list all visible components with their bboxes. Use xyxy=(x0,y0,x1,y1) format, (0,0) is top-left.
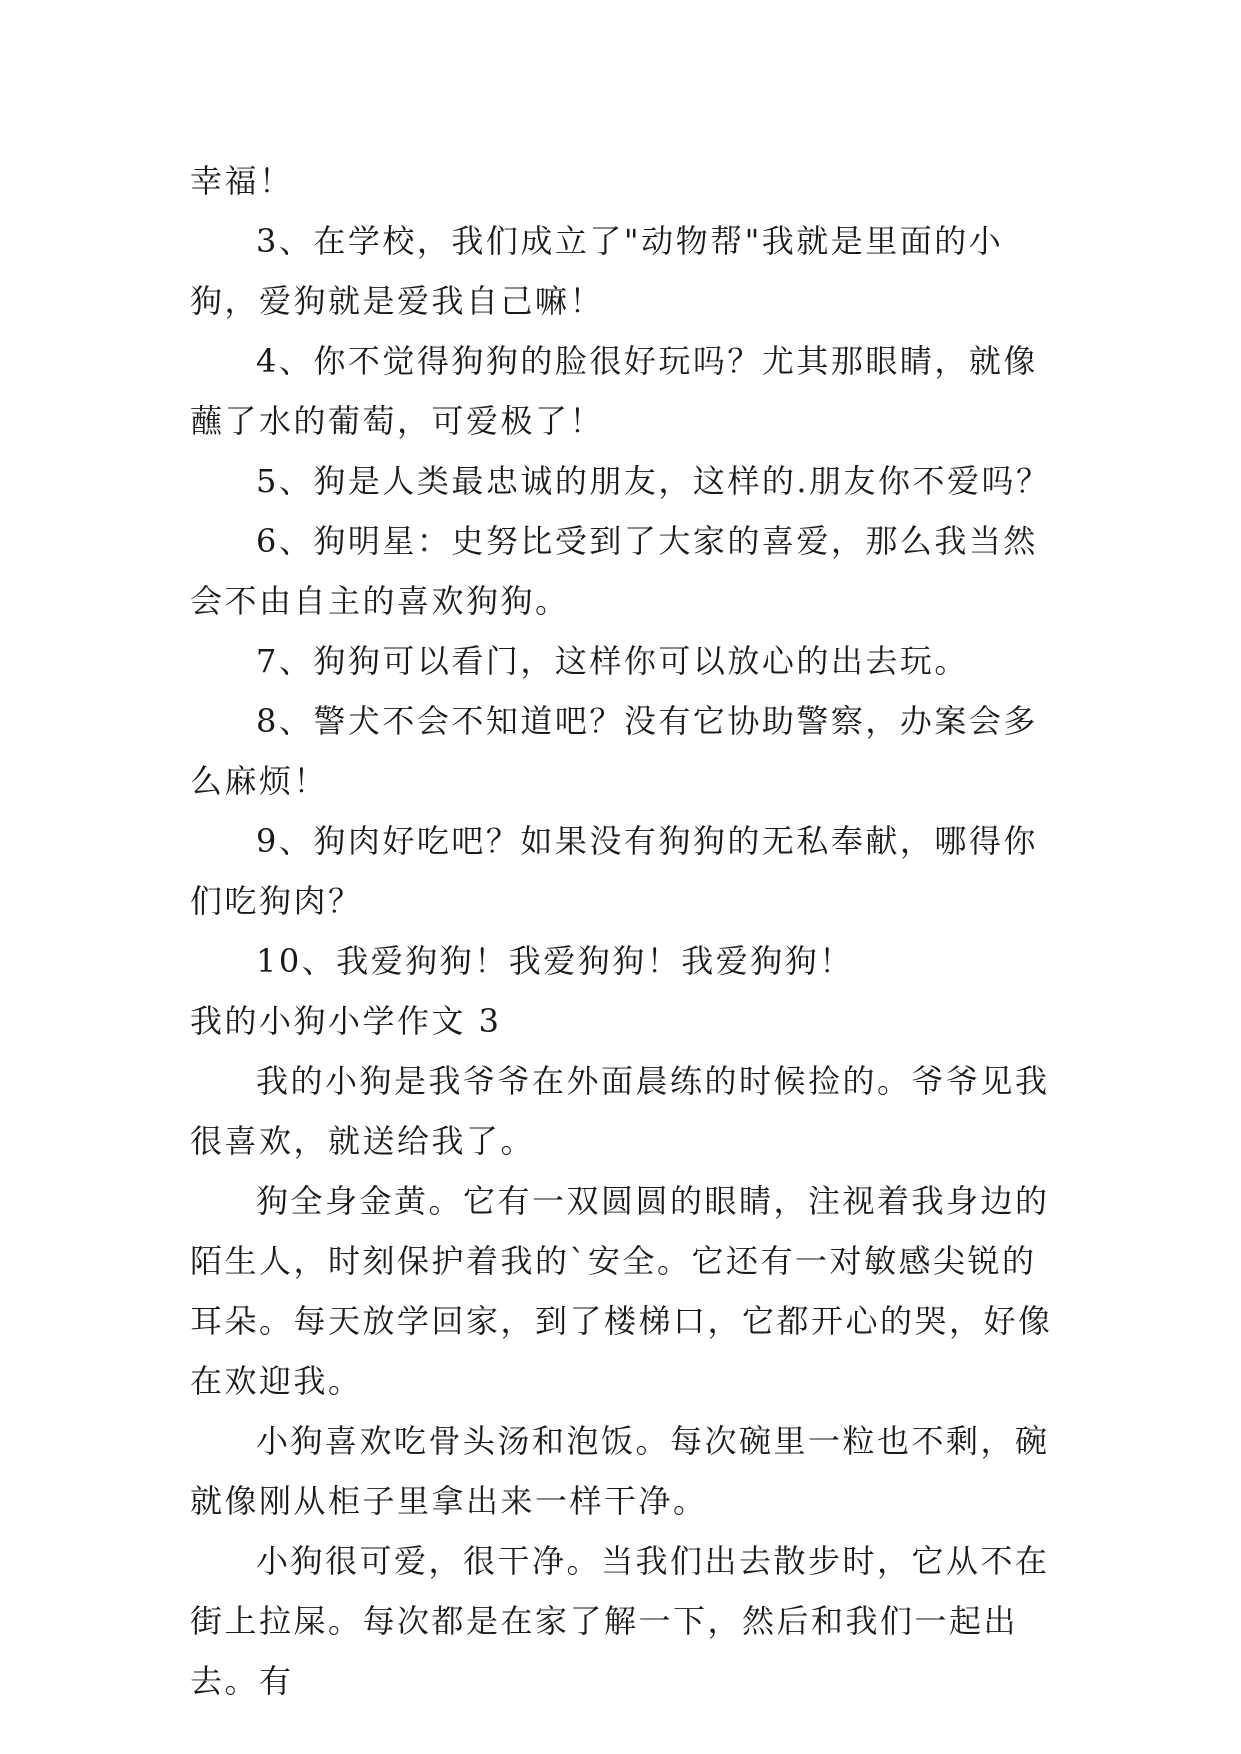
paragraph: 3、在学校，我们成立了"动物帮"我就是里面的小狗，爱狗就是爱我自己嘛！ xyxy=(190,222,1004,320)
paragraph: 小狗很可爱，很干净。当我们出去散步时，它从不在街上拉屎。每次都是在家了解一下，然后和我们一起出去。有 xyxy=(190,1542,1050,1700)
paragraph: 小狗喜欢吃骨头汤和泡饭。每次碗里一粒也不剩，碗就像刚从柜子里拿出来一样干净。 xyxy=(190,1422,1050,1520)
paragraph: 7、狗狗可以看门，这样你可以放心的出去玩。 xyxy=(256,642,969,680)
paragraph: 6、狗明星：史努比受到了大家的喜爱，那么我当然会不由自主的喜欢狗狗。 xyxy=(190,522,1038,620)
paragraph: 狗全身金黄。它有一双圆圆的眼睛，注视着我身边的陌生人，时刻保护着我的`安全。它还有一对敏感尖锐的耳朵。每天放学回家，到了楼梯口，它都开心的哭，好像在欢迎我。 xyxy=(190,1182,1053,1400)
section-heading: 我的小狗小学作文 3 xyxy=(190,1002,502,1040)
paragraph: 幸福！ xyxy=(190,162,294,200)
paragraph: 我的小狗是我爷爷在外面晨练的时候捡的。爷爷见我很喜欢，就送给我了。 xyxy=(190,1062,1050,1160)
document-body xyxy=(190,151,1060,1711)
paragraph: 8、警犬不会不知道吧？没有它协助警察，办案会多么麻烦！ xyxy=(190,702,1038,800)
paragraph: 5、狗是人类最忠诚的朋友，这样的.朋友你不爱吗？ xyxy=(256,462,1051,500)
paragraph: 10、我爱狗狗！我爱狗狗！我爱狗狗！ xyxy=(256,942,854,980)
paragraph: 9、狗肉好吃吧？如果没有狗狗的无私奉献，哪得你们吃狗肉？ xyxy=(190,822,1038,920)
paragraph: 4、你不觉得狗狗的脸很好玩吗？尤其那眼睛，就像蘸了水的葡萄，可爱极了！ xyxy=(190,342,1038,440)
